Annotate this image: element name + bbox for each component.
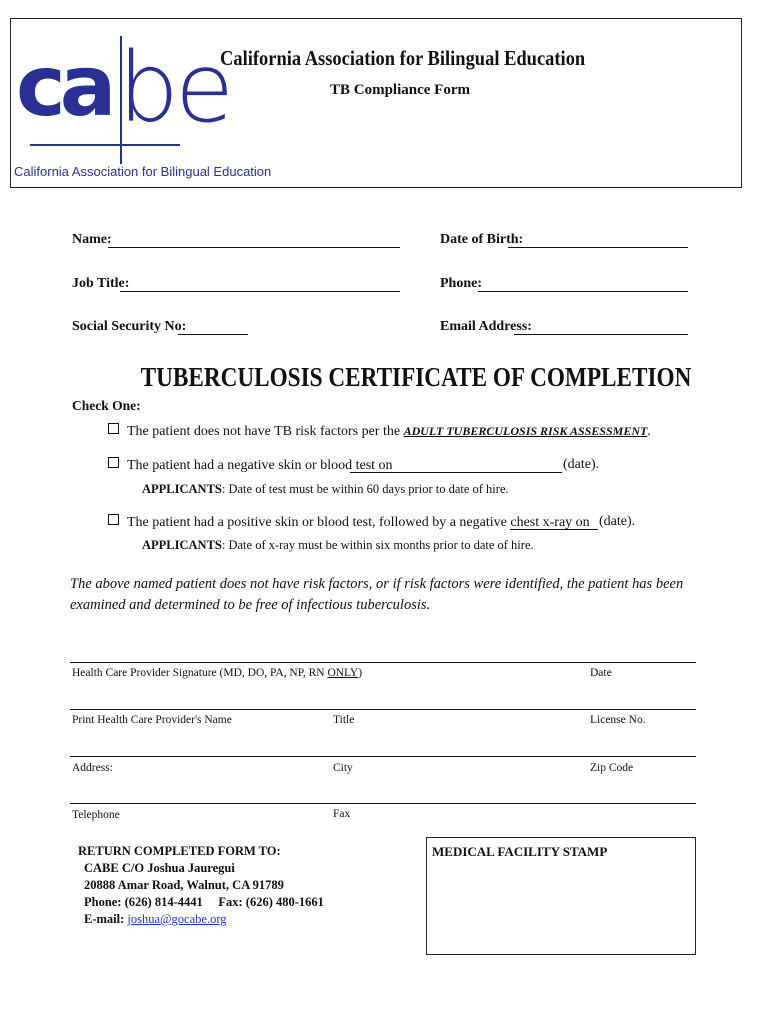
xray-date-field[interactable] [510, 529, 598, 530]
zip-label: Zip Code [590, 762, 634, 774]
city-label: City [333, 762, 353, 774]
address-line[interactable] [70, 756, 696, 757]
dob-field[interactable] [508, 247, 688, 248]
option-no-risk-text: The patient does not have TB risk factors per the [127, 424, 401, 439]
option-negative-test-text: The patient had a negative skin or blood test on [127, 458, 393, 473]
phone-field[interactable] [478, 291, 688, 292]
option-no-risk[interactable]: The patient does not have TB risk factors per the ADULT TUBERCULOSIS RISK ASSESSMENT. [108, 423, 651, 440]
name-label: Name: [72, 232, 112, 247]
return-email-link[interactable]: joshua@gocabe.org [127, 912, 227, 926]
return-line2: 20888 Amar Road, Walnut, CA 91789 [84, 878, 284, 892]
risk-assessment-link[interactable]: ADULT TUBERCULOSIS RISK ASSESSMENT [403, 424, 648, 438]
xray-date-suffix: (date). [599, 514, 636, 529]
return-address-block [78, 843, 324, 928]
ssn-field[interactable] [178, 334, 248, 335]
checkbox-no-risk[interactable] [108, 423, 119, 434]
email-label: Email Address: [440, 319, 532, 334]
logo-divider-horizontal [30, 144, 180, 146]
return-email-row: E-mail: joshua@gocabe.org [84, 912, 227, 926]
print-name-label: Print Health Care Provider's Name [72, 714, 232, 726]
org-title: California Association for Bilingual Education [220, 46, 586, 70]
telephone-label: Telephone [72, 809, 120, 821]
return-line1: CABE C/O Joshua Jauregui [84, 861, 235, 875]
email-field[interactable] [514, 334, 688, 335]
date-label: Date [590, 667, 612, 679]
phone-label: Phone: [440, 276, 482, 291]
certification-statement: The above named patient does not have risk factors, or if risk factors were identified, the patient has been examined and determined to be free of infectious tuberculosis. [70, 576, 684, 614]
checkbox-negative-test[interactable] [108, 457, 119, 468]
negative-test-note: APPLICANTS: Date of test must be within 60 days prior to date of hire. [142, 482, 509, 496]
telephone-line[interactable] [70, 803, 696, 804]
logo-tagline: California Association for Bilingual Education [14, 164, 272, 179]
check-one-label: Check One: [72, 398, 141, 413]
return-heading: RETURN COMPLETED FORM TO: [78, 844, 281, 858]
fax-label: Fax [333, 808, 351, 820]
signature-line[interactable] [70, 662, 696, 663]
option-positive-test-text: The patient had a positive skin or blood test, followed by a negative chest x-ray on [127, 515, 590, 530]
signature-label: Health Care Provider Signature (MD, DO, PA, NP, RN ONLY) [72, 667, 363, 679]
job-title-label: Job Title: [72, 276, 130, 291]
negative-test-date-field[interactable] [350, 472, 562, 473]
return-phone-fax: Phone: (626) 814-4441 Fax: (626) 480-1661 [84, 895, 324, 909]
checkbox-positive-test[interactable] [108, 514, 119, 525]
provider-name-line[interactable] [70, 709, 696, 710]
license-label: License No. [590, 714, 646, 726]
negative-test-date-suffix: (date). [563, 457, 600, 472]
address-label: Address: [72, 762, 113, 774]
cabe-logo-ca: ca [16, 37, 111, 135]
form-title: TB Compliance Form [330, 82, 470, 98]
job-title-field[interactable] [120, 291, 400, 292]
medical-stamp-label: MEDICAL FACILITY STAMP [432, 844, 608, 859]
name-field[interactable] [108, 247, 400, 248]
certificate-title: TUBERCULOSIS CERTIFICATE OF COMPLETION [140, 362, 692, 392]
cabe-logo-be: be [118, 32, 230, 144]
title-label: Title [333, 714, 355, 726]
xray-note: APPLICANTS: Date of x-ray must be within six months prior to date of hire. [142, 538, 534, 552]
dob-label: Date of Birth: [440, 232, 524, 247]
ssn-label: Social Security No: [72, 319, 187, 334]
